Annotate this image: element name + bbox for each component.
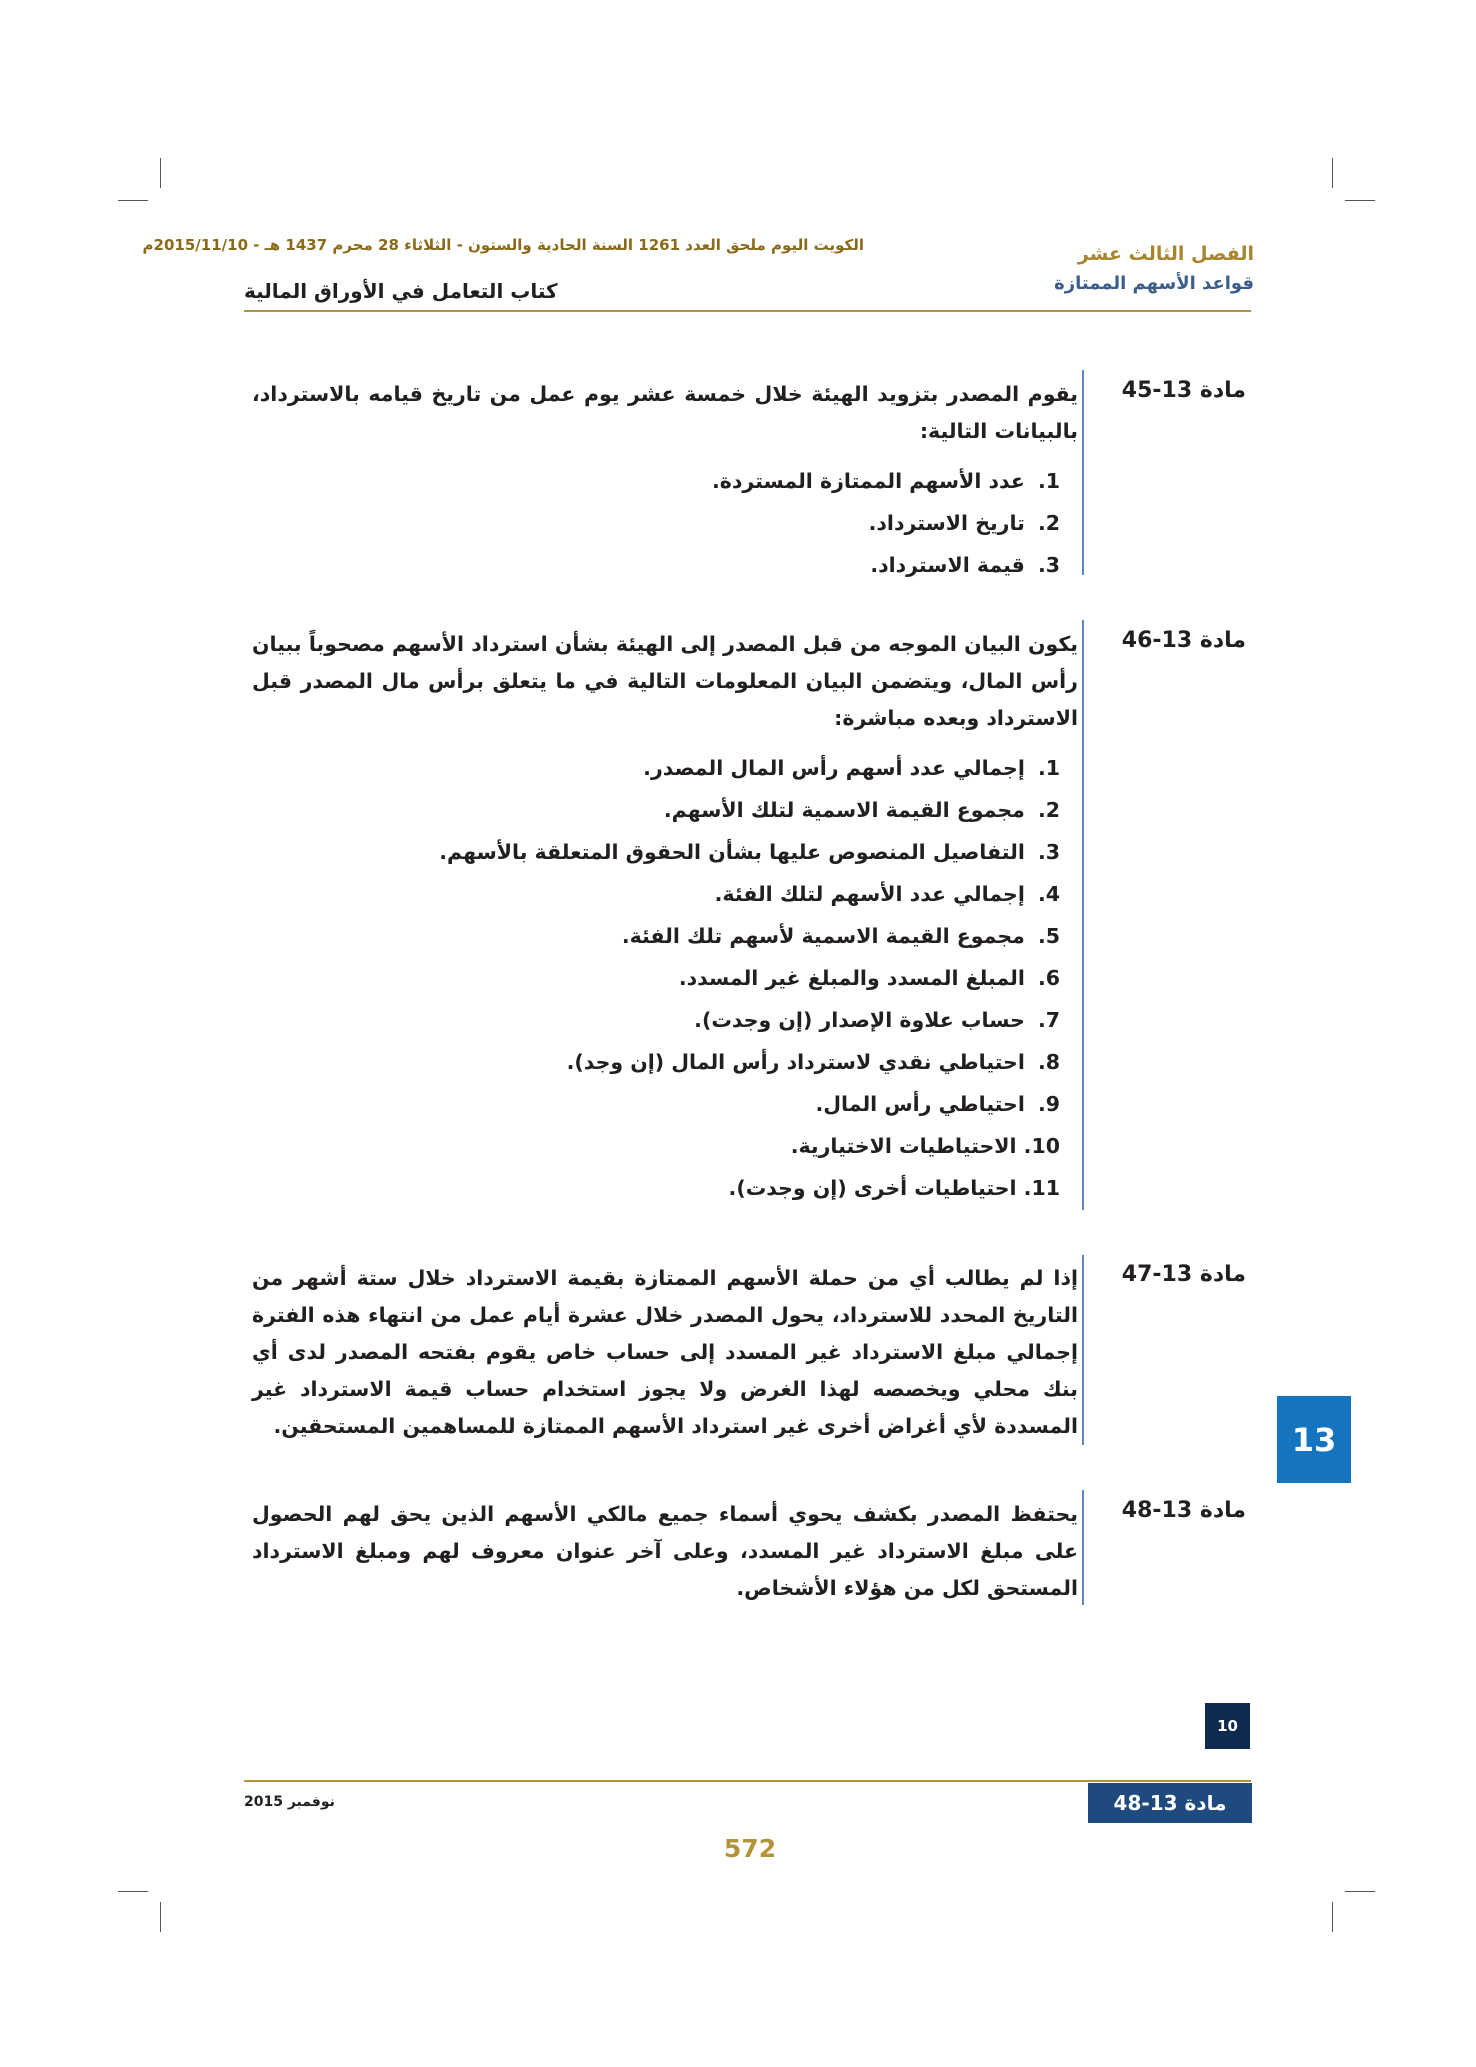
article-rule: [1082, 1255, 1084, 1445]
article-label: مادة 13-47: [1121, 1262, 1246, 1287]
article-label: مادة 13-48: [1121, 1498, 1246, 1523]
header-rule: [244, 310, 1251, 312]
list-text: قيمة الاسترداد.: [870, 553, 1025, 577]
list-item: [252, 747, 1078, 789]
article-intro: يكون البيان الموجه من قبل المصدر إلى الهيئة بشأن استرداد الأسهم مصحوباً ببيان رأس المال، ويتضمن البيان المعلومات التالية في ما يتعلق برأس مال المصدر قبل الاسترداد وبعده مباشرة:: [252, 632, 1078, 730]
article-rule: [1082, 620, 1084, 1210]
section-title: قواعد الأسهم الممتازة: [1054, 273, 1254, 294]
list-item: [252, 460, 1078, 502]
list-number: 9.: [1037, 1092, 1060, 1116]
list-text: عدد الأسهم الممتازة المستردة.: [711, 469, 1025, 493]
list-number: 7.: [1037, 1008, 1060, 1032]
list-text: التفاصيل المنصوص عليها بشأن الحقوق المتعلقة بالأسهم.: [439, 840, 1025, 864]
article-intro: يحتفظ المصدر بكشف يحوي أسماء جميع مالكي الأسهم الذين يحق لهم الحصول على مبلغ الاسترداد غير المسدد، وعلى آخر عنوان معروف لهم ومبلغ الاسترداد المستحق لكل من هؤلاء الأشخاص.: [252, 1502, 1078, 1600]
list-item: [252, 1167, 1078, 1209]
list-item: [252, 873, 1078, 915]
list-text: المبلغ المسدد والمبلغ غير المسدد.: [678, 966, 1025, 990]
article-body: [252, 1260, 1078, 1445]
book-page-number: 10: [1205, 1703, 1250, 1749]
list-item: [252, 502, 1078, 544]
page-number: 572: [723, 1834, 777, 1863]
footer-rule: [244, 1780, 1251, 1782]
list-text: مجموع القيمة الاسمية لتلك الأسهم.: [663, 798, 1025, 822]
footer-article-tab: مادة 13-48: [1088, 1783, 1252, 1823]
list-number: 3.: [1037, 553, 1060, 577]
crop-mark: [1345, 200, 1375, 201]
list-text: احتياطي رأس المال.: [815, 1092, 1025, 1116]
article-body: [252, 1496, 1078, 1607]
list-item: [252, 831, 1078, 873]
list-number: 5.: [1037, 924, 1060, 948]
list-text: إجمالي عدد الأسهم لتلك الفئة.: [714, 882, 1025, 906]
list-text: احتياطي نقدي لاسترداد رأس المال (إن وجد).: [566, 1050, 1025, 1074]
list-number: 4.: [1037, 882, 1060, 906]
list-number: 1.: [1037, 756, 1060, 780]
article-body: [252, 376, 1078, 586]
crop-mark: [118, 200, 148, 201]
article-intro: إذا لم يطالب أي من حملة الأسهم الممتازة بقيمة الاسترداد خلال ستة أشهر من التاريخ المحدد للاسترداد، يحول المصدر خلال عشرة أيام عمل من انتهاء هذه الفترة إجمالي مبلغ الاسترداد غير المسدد إلى حساب خاص يقوم بفتحه المصدر لدى أي بنك محلي ويخصصه لهذا الغرض ولا يجوز استخدام حساب قيمة الاسترداد غير المسددة لأي أغراض أخرى غير استرداد الأسهم الممتازة للمساهمين المستحقين.: [252, 1266, 1078, 1438]
footer-date: نوفمبر 2015: [244, 1794, 335, 1810]
list-item: [252, 1083, 1078, 1125]
list-text: مجموع القيمة الاسمية لأسهم تلك الفئة.: [621, 924, 1025, 948]
article-label: مادة 13-45: [1121, 378, 1246, 403]
list-number: 2.: [1037, 798, 1060, 822]
article-label: مادة 13-46: [1121, 628, 1246, 653]
list-text: احتياطيات أخرى (إن وجدت).: [728, 1176, 1017, 1200]
list-text: الاحتياطيات الاختيارية.: [790, 1134, 1017, 1158]
crop-mark: [160, 1902, 161, 1932]
list-text: إجمالي عدد أسهم رأس المال المصدر.: [643, 756, 1025, 780]
chapter-tab: 13: [1277, 1396, 1351, 1483]
article-list: [252, 747, 1078, 1209]
list-number: 3.: [1037, 840, 1060, 864]
chapter-title: الفصل الثالث عشر: [1077, 243, 1254, 265]
article-rule: [1082, 1490, 1084, 1605]
list-number: 6.: [1037, 966, 1060, 990]
article-list: [252, 460, 1078, 586]
crop-mark: [160, 158, 161, 188]
list-item: [252, 915, 1078, 957]
list-number: 10.: [1023, 1134, 1060, 1158]
article-body: [252, 626, 1078, 1209]
list-text: حساب علاوة الإصدار (إن وجدت).: [694, 1008, 1025, 1032]
crop-mark: [1345, 1891, 1375, 1892]
list-item: [252, 999, 1078, 1041]
crop-mark: [1332, 158, 1333, 188]
list-item: [252, 544, 1078, 586]
list-item: [252, 1041, 1078, 1083]
list-number: 1.: [1037, 469, 1060, 493]
list-number: 11.: [1023, 1176, 1060, 1200]
list-item: [252, 789, 1078, 831]
book-title: كتاب التعامل في الأوراق المالية: [244, 279, 558, 303]
crop-mark: [1332, 1902, 1333, 1932]
list-number: 8.: [1037, 1050, 1060, 1074]
article-intro: يقوم المصدر بتزويد الهيئة خلال خمسة عشر يوم عمل من تاريخ قيامه بالاسترداد، بالبيانات التالية:: [252, 382, 1078, 443]
crop-mark: [118, 1891, 148, 1892]
list-item: [252, 957, 1078, 999]
list-item: [252, 1125, 1078, 1167]
article-rule: [1082, 370, 1084, 575]
gazette-reference: الكويت اليوم ملحق العدد 1261 السنة الحادية والستون - الثلاثاء 28 محرم 1437 هـ - 2015/11/10م: [142, 236, 864, 254]
list-number: 2.: [1037, 511, 1060, 535]
list-text: تاريخ الاسترداد.: [868, 511, 1025, 535]
